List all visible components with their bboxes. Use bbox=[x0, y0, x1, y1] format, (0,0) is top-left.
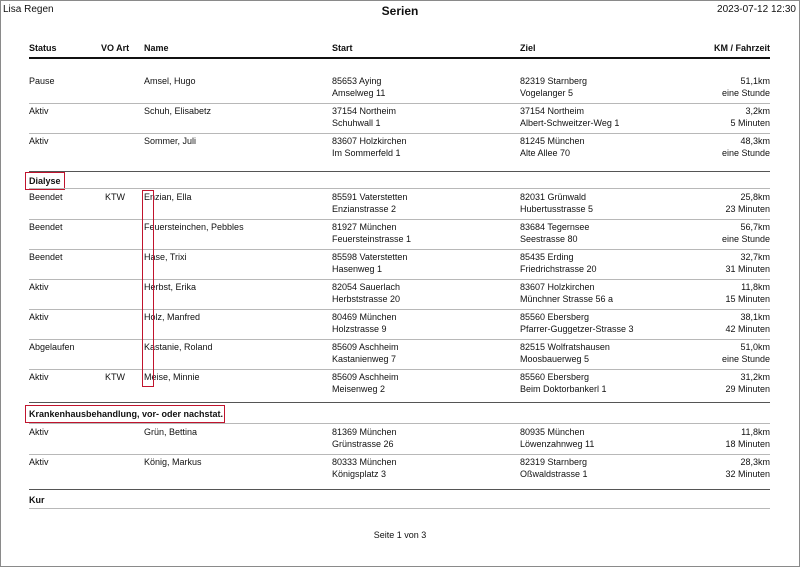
start-cell-text: Holzstrasse 9 bbox=[332, 324, 387, 334]
table-row bbox=[0, 249, 800, 278]
name-cell bbox=[144, 75, 196, 87]
start-cell-text: 85653 Aying bbox=[332, 76, 382, 86]
table-row bbox=[0, 279, 800, 308]
table-row bbox=[0, 133, 800, 162]
start-cell-text: 85591 Vaterstetten bbox=[332, 192, 408, 202]
row-divider bbox=[29, 508, 770, 509]
status-cell bbox=[29, 221, 63, 233]
ziel-cell-text: Hubertusstrasse 5 bbox=[520, 204, 594, 214]
table-row bbox=[0, 339, 800, 368]
km-fahrzeit-cell bbox=[725, 281, 770, 305]
start-cell-text: 37154 Northeim bbox=[332, 106, 397, 116]
status-cell bbox=[29, 75, 55, 87]
name-cell-text: König, Markus bbox=[144, 457, 202, 467]
start-cell bbox=[332, 371, 399, 395]
name-cell-text: Meise, Minnie bbox=[144, 372, 200, 382]
ziel-cell-text: 85435 Erding bbox=[520, 252, 574, 262]
ziel-cell-text: Friedrichstrasse 20 bbox=[520, 264, 597, 274]
ziel-cell-text: 80935 München bbox=[520, 427, 585, 437]
name-cell-text: Feuersteinchen, Pebbles bbox=[144, 222, 244, 232]
ziel-cell-text: 82031 Grünwald bbox=[520, 192, 587, 202]
start-cell-text: Kastanienweg 7 bbox=[332, 354, 397, 364]
km-fahrzeit-cell-text: 31,2km bbox=[740, 372, 770, 382]
ziel-cell-text: 37154 Northeim bbox=[520, 106, 585, 116]
start-cell-text: 81369 München bbox=[332, 427, 397, 437]
ziel-cell-text: 83684 Tegernsee bbox=[520, 222, 590, 232]
km-fahrzeit-cell-text: 29 Minuten bbox=[725, 384, 770, 394]
name-cell bbox=[144, 341, 213, 353]
name-cell-text: Kastanie, Roland bbox=[144, 342, 213, 352]
km-fahrzeit-cell-text: 28,3km bbox=[740, 457, 770, 467]
ziel-cell-text: Alte Allee 70 bbox=[520, 148, 571, 158]
status-cell bbox=[29, 191, 63, 203]
status-cell-text: Aktiv bbox=[29, 282, 49, 292]
ziel-cell bbox=[520, 311, 634, 335]
start-cell bbox=[332, 191, 407, 215]
ziel-cell bbox=[520, 426, 594, 450]
ziel-cell bbox=[520, 135, 585, 159]
vo-art-cell-text: KTW bbox=[105, 372, 125, 382]
km-fahrzeit-cell-text: 51,0km bbox=[740, 342, 770, 352]
km-fahrzeit-cell-text: 3,2km bbox=[745, 106, 770, 116]
km-fahrzeit-cell-text: 23 Minuten bbox=[725, 204, 770, 214]
table-row bbox=[0, 309, 800, 338]
ziel-cell bbox=[520, 221, 589, 245]
vo-art-cell-text: KTW bbox=[105, 192, 125, 202]
name-cell-text: Hase, Trixi bbox=[144, 252, 187, 262]
ziel-cell bbox=[520, 456, 588, 480]
start-cell-text: Feuersteinstrasse 1 bbox=[332, 234, 412, 244]
name-cell bbox=[144, 105, 211, 117]
status-cell bbox=[29, 426, 49, 438]
column-header-row bbox=[0, 43, 800, 57]
start-cell bbox=[332, 75, 385, 99]
start-cell-text: 85598 Vaterstetten bbox=[332, 252, 408, 262]
km-fahrzeit-cell bbox=[725, 426, 770, 450]
start-cell bbox=[332, 221, 411, 245]
start-cell bbox=[332, 105, 396, 129]
table-row bbox=[0, 73, 800, 102]
ziel-cell bbox=[520, 281, 613, 305]
status-cell bbox=[29, 281, 49, 293]
km-fahrzeit-cell bbox=[725, 456, 770, 480]
name-cell-text: Schuh, Elisabetz bbox=[144, 106, 212, 116]
user-name: Lisa Regen bbox=[3, 4, 54, 15]
status-cell-text: Aktiv bbox=[29, 372, 49, 382]
column-status: Status bbox=[29, 43, 57, 53]
km-fahrzeit-cell-text: 48,3km bbox=[740, 136, 770, 146]
km-fahrzeit-cell-text: 25,8km bbox=[740, 192, 770, 202]
vo-art-cell bbox=[105, 191, 125, 203]
ziel-cell-text: Albert-Schweitzer-Weg 1 bbox=[520, 118, 620, 128]
start-cell-text: 80333 München bbox=[332, 457, 397, 467]
ziel-cell bbox=[520, 105, 619, 129]
ziel-cell bbox=[520, 251, 597, 275]
ziel-cell-text: Münchner Strasse 56 a bbox=[520, 294, 614, 304]
km-fahrzeit-cell-text: 42 Minuten bbox=[725, 324, 770, 334]
table-row bbox=[0, 219, 800, 248]
km-fahrzeit-cell bbox=[725, 251, 770, 275]
ziel-cell-text: 85560 Ebersberg bbox=[520, 312, 590, 322]
km-fahrzeit-cell-text: eine Stunde bbox=[721, 88, 770, 98]
table-row bbox=[0, 103, 800, 132]
column-start: Start bbox=[332, 43, 353, 53]
name-cell-text: Enzian, Ella bbox=[144, 192, 192, 202]
report-datetime: 2023-07-12 12:30 bbox=[717, 4, 796, 15]
km-fahrzeit-cell bbox=[722, 75, 770, 99]
ziel-cell bbox=[520, 341, 610, 365]
status-cell-text: Aktiv bbox=[29, 457, 49, 467]
start-cell bbox=[332, 135, 407, 159]
ziel-cell-text: Beim Doktorbankerl 1 bbox=[520, 384, 607, 394]
status-cell-text: Beendet bbox=[29, 252, 63, 262]
column-km-fahrzeit: KM / Fahrzeit bbox=[713, 43, 770, 53]
ziel-cell-text: 81245 München bbox=[520, 136, 585, 146]
km-fahrzeit-cell-text: 31 Minuten bbox=[725, 264, 770, 274]
status-cell-text: Pause bbox=[29, 76, 55, 86]
ziel-cell-text: Vogelanger 5 bbox=[520, 88, 574, 98]
km-fahrzeit-cell-text: eine Stunde bbox=[721, 234, 770, 244]
km-fahrzeit-cell bbox=[725, 371, 770, 395]
km-fahrzeit-cell bbox=[725, 191, 770, 215]
km-fahrzeit-cell bbox=[725, 311, 770, 335]
ziel-cell-text: 82319 Starnberg bbox=[520, 76, 588, 86]
group-krankenhaus-label: Krankenhausbehandlung, vor- oder nachstat. bbox=[29, 409, 224, 419]
ziel-cell-text: Löwenzahnweg 11 bbox=[520, 439, 595, 449]
column-name: Name bbox=[144, 43, 169, 53]
start-cell bbox=[332, 251, 407, 275]
status-cell bbox=[29, 311, 49, 323]
group-rule bbox=[29, 402, 770, 403]
ziel-cell bbox=[520, 75, 587, 99]
start-cell bbox=[332, 341, 399, 365]
status-cell-text: Aktiv bbox=[29, 312, 49, 322]
km-fahrzeit-cell-text: 15 Minuten bbox=[725, 294, 770, 304]
name-cell-text: Sommer, Juli bbox=[144, 136, 197, 146]
start-cell-text: Königsplatz 3 bbox=[332, 469, 387, 479]
ziel-cell-text: Oßwaldstrasse 1 bbox=[520, 469, 588, 479]
status-cell-text: Abgelaufen bbox=[29, 342, 75, 352]
km-fahrzeit-cell-text: 32 Minuten bbox=[725, 469, 770, 479]
start-cell bbox=[332, 456, 397, 480]
name-cell-text: Grün, Bettina bbox=[144, 427, 198, 437]
name-cell-text: Holz, Manfred bbox=[144, 312, 201, 322]
status-cell bbox=[29, 371, 49, 383]
ziel-cell-text: 82515 Wolfratshausen bbox=[520, 342, 610, 352]
group-dialyse-label: Dialyse bbox=[29, 176, 61, 186]
ziel-cell-text: Seestrasse 80 bbox=[520, 234, 578, 244]
status-cell bbox=[29, 105, 49, 117]
km-fahrzeit-cell-text: 32,7km bbox=[740, 252, 770, 262]
ziel-cell-text: 83607 Holzkirchen bbox=[520, 282, 595, 292]
group-rule bbox=[29, 171, 770, 172]
start-cell-text: Hasenweg 1 bbox=[332, 264, 383, 274]
start-cell-text: 81927 München bbox=[332, 222, 397, 232]
ziel-cell-text: 82319 Starnberg bbox=[520, 457, 588, 467]
start-cell-text: Schuhwall 1 bbox=[332, 118, 381, 128]
page-title: Serien bbox=[381, 4, 419, 18]
km-fahrzeit-cell-text: 5 Minuten bbox=[730, 118, 770, 128]
ziel-cell-text: Pfarrer-Guggetzer-Strasse 3 bbox=[520, 324, 634, 334]
km-fahrzeit-cell-text: 18 Minuten bbox=[725, 439, 770, 449]
km-fahrzeit-cell-text: eine Stunde bbox=[721, 148, 770, 158]
start-cell-text: Amselweg 11 bbox=[332, 88, 386, 98]
column-ziel: Ziel bbox=[520, 43, 536, 53]
status-cell-text: Aktiv bbox=[29, 136, 49, 146]
start-cell-text: Enzianstrasse 2 bbox=[332, 204, 397, 214]
ziel-cell bbox=[520, 371, 607, 395]
name-cell-text: Amsel, Hugo bbox=[144, 76, 196, 86]
table-row bbox=[0, 424, 800, 453]
status-cell bbox=[29, 456, 49, 468]
table-row bbox=[0, 369, 800, 398]
name-cell bbox=[144, 456, 202, 468]
name-cell bbox=[144, 426, 197, 438]
km-fahrzeit-cell bbox=[722, 135, 770, 159]
status-cell-text: Beendet bbox=[29, 192, 63, 202]
start-cell-text: 83607 Holzkirchen bbox=[332, 136, 407, 146]
km-fahrzeit-cell-text: 11,8km bbox=[741, 427, 770, 437]
name-cell-text: Herbst, Erika bbox=[144, 282, 197, 292]
start-cell bbox=[332, 281, 400, 305]
start-cell-text: 85609 Aschheim bbox=[332, 342, 399, 352]
table-row bbox=[0, 189, 800, 218]
table-row bbox=[0, 454, 800, 483]
status-cell bbox=[29, 341, 75, 353]
name-cell bbox=[144, 135, 196, 147]
km-fahrzeit-cell-text: 11,8km bbox=[741, 282, 770, 292]
start-cell bbox=[332, 426, 397, 450]
status-cell-text: Aktiv bbox=[29, 427, 49, 437]
start-cell-text: Grünstrasse 26 bbox=[332, 439, 394, 449]
start-cell-text: Meisenweg 2 bbox=[332, 384, 386, 394]
column-vo-art: VO Art bbox=[101, 43, 130, 53]
ziel-cell-text: 85560 Ebersberg bbox=[520, 372, 590, 382]
vo-art-cell bbox=[105, 371, 125, 383]
status-cell-text: Aktiv bbox=[29, 106, 49, 116]
status-cell-text: Beendet bbox=[29, 222, 63, 232]
km-fahrzeit-cell-text: 56,7km bbox=[740, 222, 770, 232]
km-fahrzeit-cell-text: 51,1km bbox=[740, 76, 770, 86]
start-cell-text: Im Sommerfeld 1 bbox=[332, 148, 401, 158]
status-cell bbox=[29, 251, 63, 263]
km-fahrzeit-cell bbox=[730, 105, 770, 129]
header-rule bbox=[29, 57, 770, 59]
km-fahrzeit-cell bbox=[722, 221, 770, 245]
start-cell-text: 85609 Aschheim bbox=[332, 372, 399, 382]
group-kur-label: Kur bbox=[29, 495, 45, 505]
km-fahrzeit-cell-text: eine Stunde bbox=[721, 354, 770, 364]
name-cell bbox=[144, 221, 244, 233]
ziel-cell bbox=[520, 191, 593, 215]
start-cell-text: Herbststrasse 20 bbox=[332, 294, 401, 304]
group-rule bbox=[29, 489, 770, 490]
status-cell bbox=[29, 135, 49, 147]
start-cell-text: 82054 Sauerlach bbox=[332, 282, 401, 292]
name-column-highlight-box bbox=[142, 190, 154, 387]
page-indicator: Seite 1 von 3 bbox=[373, 530, 427, 540]
km-fahrzeit-cell bbox=[722, 341, 770, 365]
start-cell-text: 80469 München bbox=[332, 312, 397, 322]
km-fahrzeit-cell-text: 38,1km bbox=[740, 312, 770, 322]
ziel-cell-text: Moosbauerweg 5 bbox=[520, 354, 590, 364]
start-cell bbox=[332, 311, 397, 335]
